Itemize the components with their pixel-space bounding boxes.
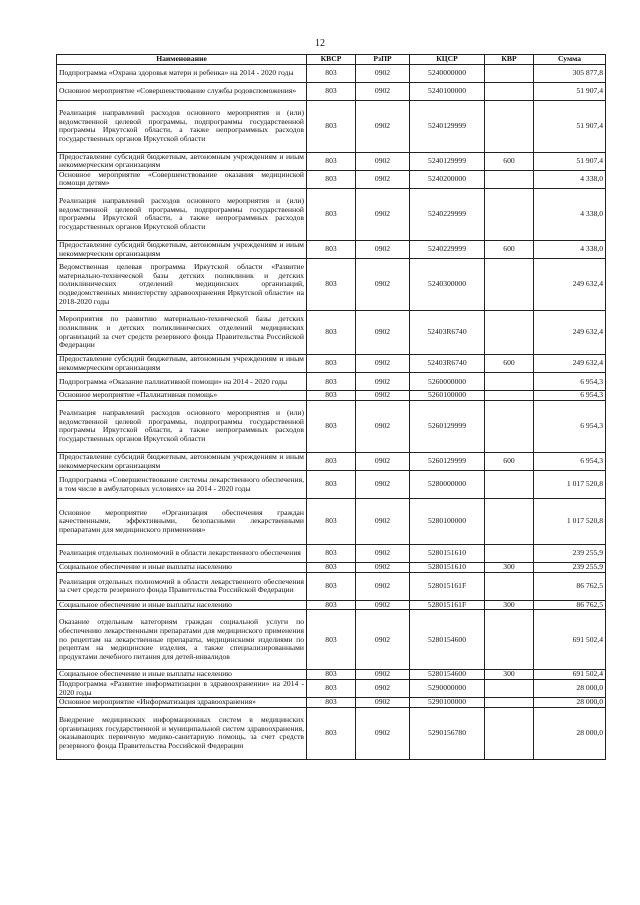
cell-rzpr: 0902 xyxy=(356,355,410,373)
cell-kvsr: 803 xyxy=(307,82,356,100)
cell-kvr xyxy=(485,545,534,563)
cell-kvsr: 803 xyxy=(307,170,356,188)
cell-rzpr: 0902 xyxy=(356,707,410,759)
cell-kvr xyxy=(485,64,534,82)
cell-name: Основное мероприятие «Информатизация здравоохранения» xyxy=(57,698,307,708)
cell-kvsr: 803 xyxy=(307,452,356,470)
cell-kvr xyxy=(485,707,534,759)
cell-kvsr: 803 xyxy=(307,563,356,573)
cell-kcsr: 528015161F xyxy=(410,600,485,610)
cell-rzpr: 0902 xyxy=(356,82,410,100)
cell-sum: 51 907,4 xyxy=(534,100,606,152)
cell-kvr: 300 xyxy=(485,600,534,610)
cell-rzpr: 0902 xyxy=(356,240,410,258)
budget-table xyxy=(56,54,606,760)
cell-kcsr: 5240100000 xyxy=(410,82,485,100)
cell-kvsr: 803 xyxy=(307,355,356,373)
table-row xyxy=(57,170,606,188)
cell-kcsr: 5280154600 xyxy=(410,610,485,670)
cell-kvsr: 803 xyxy=(307,64,356,82)
cell-kcsr: 5240129999 xyxy=(410,100,485,152)
cell-sum: 249 632,4 xyxy=(534,355,606,373)
cell-rzpr: 0902 xyxy=(356,452,410,470)
cell-kvsr: 803 xyxy=(307,707,356,759)
cell-sum: 86 762,5 xyxy=(534,572,606,600)
cell-kcsr: 5280000000 xyxy=(410,471,485,499)
cell-rzpr: 0902 xyxy=(356,373,410,391)
cell-kcsr: 52403R6740 xyxy=(410,355,485,373)
cell-name: Подпрограмма «Оказание паллиативной помощи» на 2014 - 2020 годы xyxy=(57,373,307,391)
cell-kcsr: 5240000000 xyxy=(410,64,485,82)
column-header-kvsr: КВСР xyxy=(307,55,356,65)
cell-kvr xyxy=(485,188,534,240)
cell-rzpr: 0902 xyxy=(356,100,410,152)
table-row xyxy=(57,355,606,373)
table-row xyxy=(57,499,606,545)
cell-kvr: 300 xyxy=(485,670,534,680)
cell-rzpr: 0902 xyxy=(356,311,410,355)
page-number: 12 xyxy=(315,38,325,49)
cell-kvr xyxy=(485,679,534,697)
cell-kvr xyxy=(485,610,534,670)
cell-name: Основное мероприятие «Организация обеспечения граждан качественными, эффективными, безопасными лекарственными препаратами для медицинского применения» xyxy=(57,499,307,545)
cell-kcsr: 5280154600 xyxy=(410,670,485,680)
cell-kcsr: 5290156780 xyxy=(410,707,485,759)
cell-name: Реализация отдельных полномочий в области лекарственного обеспечения xyxy=(57,545,307,563)
cell-kvr xyxy=(485,391,534,401)
cell-kcsr: 5280151610 xyxy=(410,563,485,573)
cell-rzpr: 0902 xyxy=(356,391,410,401)
cell-kvr: 600 xyxy=(485,355,534,373)
table-row xyxy=(57,259,606,311)
cell-kvr: 300 xyxy=(485,563,534,573)
table-row xyxy=(57,572,606,600)
table-row xyxy=(57,707,606,759)
cell-sum: 249 632,4 xyxy=(534,259,606,311)
cell-name: Подпрограмма «Охрана здоровья матери и ребенка» на 2014 - 2020 годы xyxy=(57,64,307,82)
column-header-rzpr: РзПР xyxy=(356,55,410,65)
cell-name: Подпрограмма «Совершенствование системы лекарственного обеспечения, в том числе в амбулаторных условиях» на 2014 - 2020 годы xyxy=(57,471,307,499)
cell-rzpr: 0902 xyxy=(356,563,410,573)
cell-kcsr: 5260000000 xyxy=(410,373,485,391)
cell-sum: 51 907,4 xyxy=(534,152,606,170)
cell-kvr xyxy=(485,499,534,545)
cell-kvr xyxy=(485,572,534,600)
cell-kcsr: 5240300000 xyxy=(410,259,485,311)
cell-name: Реализация направлений расходов основного мероприятия и (или) ведомственной целевой программы, подпрограммы государственной программы Иркутской области, а также непрограммных расходов государственных органов Иркутской области xyxy=(57,400,307,452)
cell-kvsr: 803 xyxy=(307,188,356,240)
cell-rzpr: 0902 xyxy=(356,572,410,600)
column-header-kvr: КВР xyxy=(485,55,534,65)
table-header-row xyxy=(57,55,606,65)
cell-rzpr: 0902 xyxy=(356,545,410,563)
cell-sum: 1 017 520,8 xyxy=(534,499,606,545)
cell-kvsr: 803 xyxy=(307,152,356,170)
cell-kvr xyxy=(485,259,534,311)
cell-kcsr: 528015161F xyxy=(410,572,485,600)
cell-kvsr: 803 xyxy=(307,499,356,545)
cell-kvr: 600 xyxy=(485,152,534,170)
cell-rzpr: 0902 xyxy=(356,471,410,499)
table-row xyxy=(57,391,606,401)
cell-kvsr: 803 xyxy=(307,610,356,670)
column-header-kcsr: КЦСР xyxy=(410,55,485,65)
cell-sum: 51 907,4 xyxy=(534,82,606,100)
cell-rzpr: 0902 xyxy=(356,152,410,170)
cell-kvr xyxy=(485,471,534,499)
cell-name: Предоставление субсидий бюджетным, автономным учреждениям и иным некоммерческим организациям xyxy=(57,452,307,470)
cell-sum: 1 017 520,8 xyxy=(534,471,606,499)
cell-kvr: 600 xyxy=(485,240,534,258)
table-row xyxy=(57,373,606,391)
cell-kcsr: 5240200000 xyxy=(410,170,485,188)
cell-name: Внедрение медицинских информационных систем в медицинских организациях государственной и муниципальной систем здравоохранения, оказывающих первичную медико-санитарную помощь, за счет средств резервного фонда Правительства Российской Федерации xyxy=(57,707,307,759)
cell-sum: 6 954,3 xyxy=(534,373,606,391)
cell-rzpr: 0902 xyxy=(356,170,410,188)
cell-name: Подпрограмма «Развитие информатизации в здравоохранении» на 2014 - 2020 годы xyxy=(57,679,307,697)
table-row xyxy=(57,452,606,470)
cell-name: Мероприятия по развитию материально-технической базы детских поликлиник и детских поликлинических отделений медицинских организаций за счет средств резервного фонда Правительства Российской Федерации xyxy=(57,311,307,355)
cell-rzpr: 0902 xyxy=(356,600,410,610)
table-row xyxy=(57,152,606,170)
cell-kvsr: 803 xyxy=(307,240,356,258)
cell-name: Реализация направлений расходов основного мероприятия и (или) ведомственной целевой программы, подпрограммы государственной программы Иркутской области, а также непрограммных расходов государственных органов Иркутской области xyxy=(57,100,307,152)
table-row xyxy=(57,100,606,152)
cell-name: Оказание отдельным категориям граждан социальной услуги по обеспечению лекарственными препаратами для медицинского применения по рецептам на лекарственные препараты, медицинскими изделиями по рецептам на медицинские изделия, а также специализированными продуктами лечебного питания для детей-инвалидов xyxy=(57,610,307,670)
cell-kvr xyxy=(485,373,534,391)
cell-kvsr: 803 xyxy=(307,373,356,391)
cell-sum: 6 954,3 xyxy=(534,391,606,401)
cell-kvr xyxy=(485,400,534,452)
cell-name: Предоставление субсидий бюджетным, автономным учреждениям и иным некоммерческим организациям xyxy=(57,240,307,258)
table-row xyxy=(57,188,606,240)
table-row xyxy=(57,698,606,708)
cell-sum: 6 954,3 xyxy=(534,452,606,470)
cell-name: Основное мероприятие «Совершенствование службы родовспоможения» xyxy=(57,82,307,100)
cell-kvsr: 803 xyxy=(307,100,356,152)
cell-kvsr: 803 xyxy=(307,400,356,452)
cell-sum: 28 000,0 xyxy=(534,679,606,697)
cell-kvr xyxy=(485,311,534,355)
cell-rzpr: 0902 xyxy=(356,499,410,545)
table-row xyxy=(57,610,606,670)
cell-name: Социальное обеспечение и иные выплаты населению xyxy=(57,600,307,610)
cell-sum: 691 502,4 xyxy=(534,610,606,670)
cell-kvsr: 803 xyxy=(307,572,356,600)
cell-name: Социальное обеспечение и иные выплаты населению xyxy=(57,670,307,680)
table-row xyxy=(57,311,606,355)
table-row xyxy=(57,600,606,610)
table-row xyxy=(57,400,606,452)
cell-name: Социальное обеспечение и иные выплаты населению xyxy=(57,563,307,573)
cell-rzpr: 0902 xyxy=(356,64,410,82)
column-header-sum: Сумма xyxy=(534,55,606,65)
cell-kvr xyxy=(485,82,534,100)
column-header-name: Наименование xyxy=(57,55,307,65)
cell-kcsr: 5280151610 xyxy=(410,545,485,563)
cell-sum: 691 502,4 xyxy=(534,670,606,680)
cell-sum: 239 255,9 xyxy=(534,545,606,563)
cell-sum: 4 338,0 xyxy=(534,240,606,258)
cell-name: Реализация отдельных полномочий в области лекарственного обеспечения за счет средств резервного фонда Правительства Российской Федерации xyxy=(57,572,307,600)
table-row xyxy=(57,670,606,680)
cell-sum: 239 255,9 xyxy=(534,563,606,573)
cell-sum: 28 000,0 xyxy=(534,707,606,759)
cell-name: Основное мероприятие «Совершенствование оказания медицинской помощи детям» xyxy=(57,170,307,188)
cell-kvsr: 803 xyxy=(307,311,356,355)
cell-kvsr: 803 xyxy=(307,600,356,610)
cell-sum: 86 762,5 xyxy=(534,600,606,610)
cell-name: Основное мероприятие «Паллиативная помощь» xyxy=(57,391,307,401)
cell-rzpr: 0902 xyxy=(356,188,410,240)
cell-kvsr: 803 xyxy=(307,391,356,401)
cell-sum: 305 877,8 xyxy=(534,64,606,82)
cell-rzpr: 0902 xyxy=(356,679,410,697)
cell-rzpr: 0902 xyxy=(356,670,410,680)
cell-kcsr: 5240129999 xyxy=(410,152,485,170)
cell-kvsr: 803 xyxy=(307,679,356,697)
cell-sum: 4 338,0 xyxy=(534,188,606,240)
cell-sum: 4 338,0 xyxy=(534,170,606,188)
cell-sum: 28 000,0 xyxy=(534,698,606,708)
table-row xyxy=(57,563,606,573)
cell-name: Ведомственная целевая программа Иркутской области «Развитие материально-технической базы детских поликлиник и детских поликлинических отделений медицинских организаций, подведомственных министерству здравоохранения Иркутской области» на 2018-2020 годы xyxy=(57,259,307,311)
table-body xyxy=(57,64,606,759)
cell-kvr xyxy=(485,698,534,708)
table-row xyxy=(57,82,606,100)
cell-rzpr: 0902 xyxy=(356,610,410,670)
table-row xyxy=(57,471,606,499)
cell-kcsr: 5260100000 xyxy=(410,391,485,401)
cell-kvsr: 803 xyxy=(307,545,356,563)
cell-kcsr: 5280100000 xyxy=(410,499,485,545)
cell-kvsr: 803 xyxy=(307,698,356,708)
cell-kvr xyxy=(485,170,534,188)
cell-kcsr: 5290100000 xyxy=(410,698,485,708)
cell-rzpr: 0902 xyxy=(356,259,410,311)
cell-kvsr: 803 xyxy=(307,670,356,680)
cell-kcsr: 5260129999 xyxy=(410,452,485,470)
cell-sum: 6 954,3 xyxy=(534,400,606,452)
cell-rzpr: 0902 xyxy=(356,400,410,452)
cell-kcsr: 52403R6740 xyxy=(410,311,485,355)
table-row xyxy=(57,679,606,697)
cell-rzpr: 0902 xyxy=(356,698,410,708)
cell-kcsr: 5290000000 xyxy=(410,679,485,697)
table-row xyxy=(57,240,606,258)
cell-name: Предоставление субсидий бюджетным, автономным учреждениям и иным некоммерческим организациям xyxy=(57,152,307,170)
table-row xyxy=(57,545,606,563)
cell-sum: 249 632,4 xyxy=(534,311,606,355)
cell-kvr: 600 xyxy=(485,452,534,470)
cell-kvsr: 803 xyxy=(307,259,356,311)
cell-name: Предоставление субсидий бюджетным, автономным учреждениям и иным некоммерческим организациям xyxy=(57,355,307,373)
cell-kvsr: 803 xyxy=(307,471,356,499)
cell-kcsr: 5240229999 xyxy=(410,188,485,240)
cell-kcsr: 5240229999 xyxy=(410,240,485,258)
cell-kcsr: 5260129999 xyxy=(410,400,485,452)
table-row xyxy=(57,64,606,82)
cell-name: Реализация направлений расходов основного мероприятия и (или) ведомственной целевой программы, подпрограммы государственной программы Иркутской области, а также непрограммных расходов государственных органов Иркутской области xyxy=(57,188,307,240)
cell-kvr xyxy=(485,100,534,152)
